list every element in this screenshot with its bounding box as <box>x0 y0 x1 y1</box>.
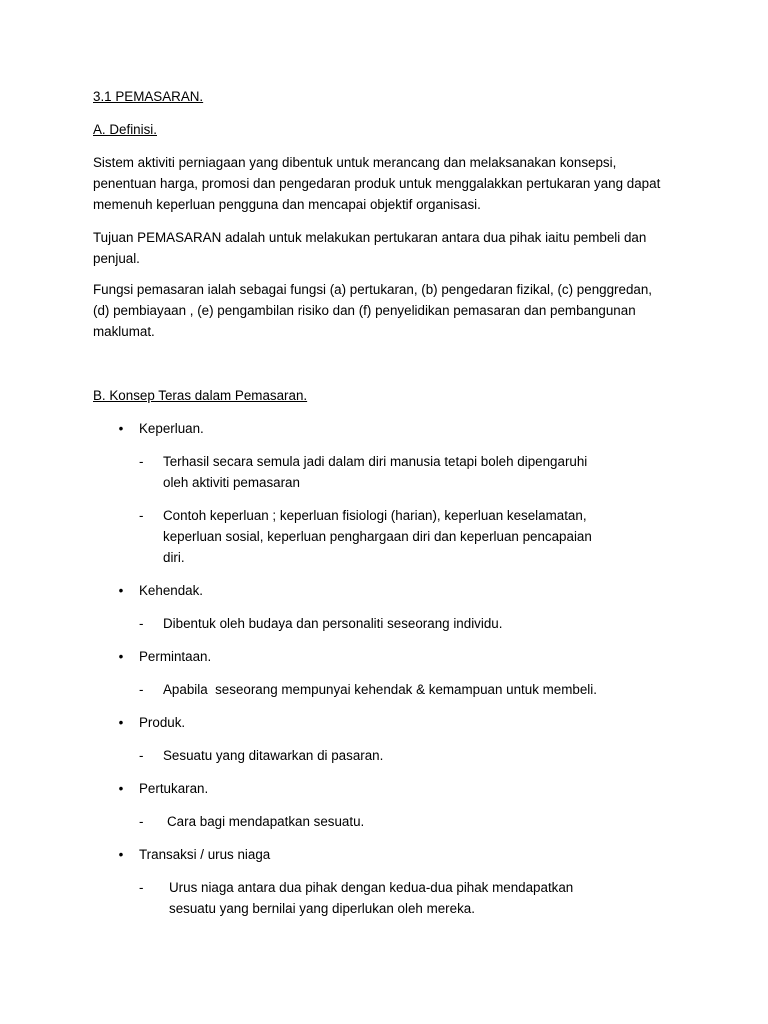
sub-item <box>93 811 693 832</box>
list-item-produk <box>93 712 693 733</box>
bullet-icon: • <box>118 781 124 796</box>
sub-item <box>93 877 589 919</box>
purpose-paragraph: Tujuan PEMASARAN adalah untuk melakukan pertukaran antara dua pihak iaitu pembeli dan penjual. <box>93 230 647 266</box>
list-item-label: Pertukaran. <box>139 781 209 796</box>
sub-item-text: Contoh keperluan ; keperluan fisiologi (harian), keperluan keselamatan, keperluan sosial, keperluan penghargaan diri dan keperluan pencapaian diri. <box>163 508 592 565</box>
document-body <box>93 86 693 919</box>
dash-icon: - <box>139 748 144 763</box>
definition-heading: A. Definisi. <box>93 122 157 137</box>
definition-paragraph: Sistem aktiviti perniagaan yang dibentuk untuk merancang dan melaksanakan konsepsi, penentuan harga, promosi dan pengedaran produk untuk menggalakkan pertukaran yang dapat memenuh keperluan pengguna dan mencapai objektif organisasi. <box>93 155 661 212</box>
core-concepts-heading: B. Konsep Teras dalam Pemasaran. <box>93 388 308 403</box>
list-item-kehendak <box>93 580 693 601</box>
dash-icon: - <box>139 508 144 523</box>
list-item-permintaan <box>93 646 693 667</box>
sub-item <box>93 679 693 700</box>
list-item-pertukaran <box>93 778 693 799</box>
list-item-label: Transaksi / urus niaga <box>139 847 271 862</box>
sub-item-text: Urus niaga antara dua pihak dengan kedua-dua pihak mendapatkan sesuatu yang bernilai yang diperlukan oleh mereka. <box>169 880 574 916</box>
function-paragraph: Fungsi pemasaran ialah sebagai fungsi (a) pertukaran, (b) pengedaran fizikal, (c) penggredan, (d) pembiayaan , (e) pengambilan risiko dan (f) penyelidikan pemasaran dan pembangunan maklumat. <box>93 282 653 339</box>
list-item-label: Keperluan. <box>139 421 204 436</box>
bullet-icon: • <box>118 649 124 664</box>
list-item-transaksi <box>93 844 693 865</box>
list-item-label: Kehendak. <box>139 583 204 598</box>
dash-icon: - <box>139 880 144 895</box>
bullet-icon: • <box>118 715 124 730</box>
list-item-label: Produk. <box>139 715 186 730</box>
dash-icon: - <box>139 814 144 829</box>
sub-item-text: Sesuatu yang ditawarkan di pasaran. <box>163 748 384 763</box>
sub-item <box>93 613 693 634</box>
bullet-icon: • <box>118 421 124 436</box>
dash-icon: - <box>139 454 144 469</box>
sub-item <box>93 745 693 766</box>
sub-item-text: Cara bagi mendapatkan sesuatu. <box>167 814 365 829</box>
sub-item-text: Dibentuk oleh budaya dan personaliti seseorang individu. <box>163 616 503 631</box>
sub-item-text: Terhasil secara semula jadi dalam diri manusia tetapi boleh dipengaruhi oleh aktiviti pemasaran <box>163 454 588 490</box>
bullet-icon: • <box>118 583 124 598</box>
sub-item <box>93 505 603 568</box>
list-item-keperluan <box>93 418 693 439</box>
bullet-icon: • <box>118 847 124 862</box>
dash-icon: - <box>139 616 144 631</box>
dash-icon: - <box>139 682 144 697</box>
sub-item-text: Apabila seseorang mempunyai kehendak & kemampuan untuk membeli. <box>163 682 597 697</box>
sub-item <box>93 451 613 493</box>
section-title: 3.1 PEMASARAN. <box>93 89 204 104</box>
list-item-label: Permintaan. <box>139 649 212 664</box>
